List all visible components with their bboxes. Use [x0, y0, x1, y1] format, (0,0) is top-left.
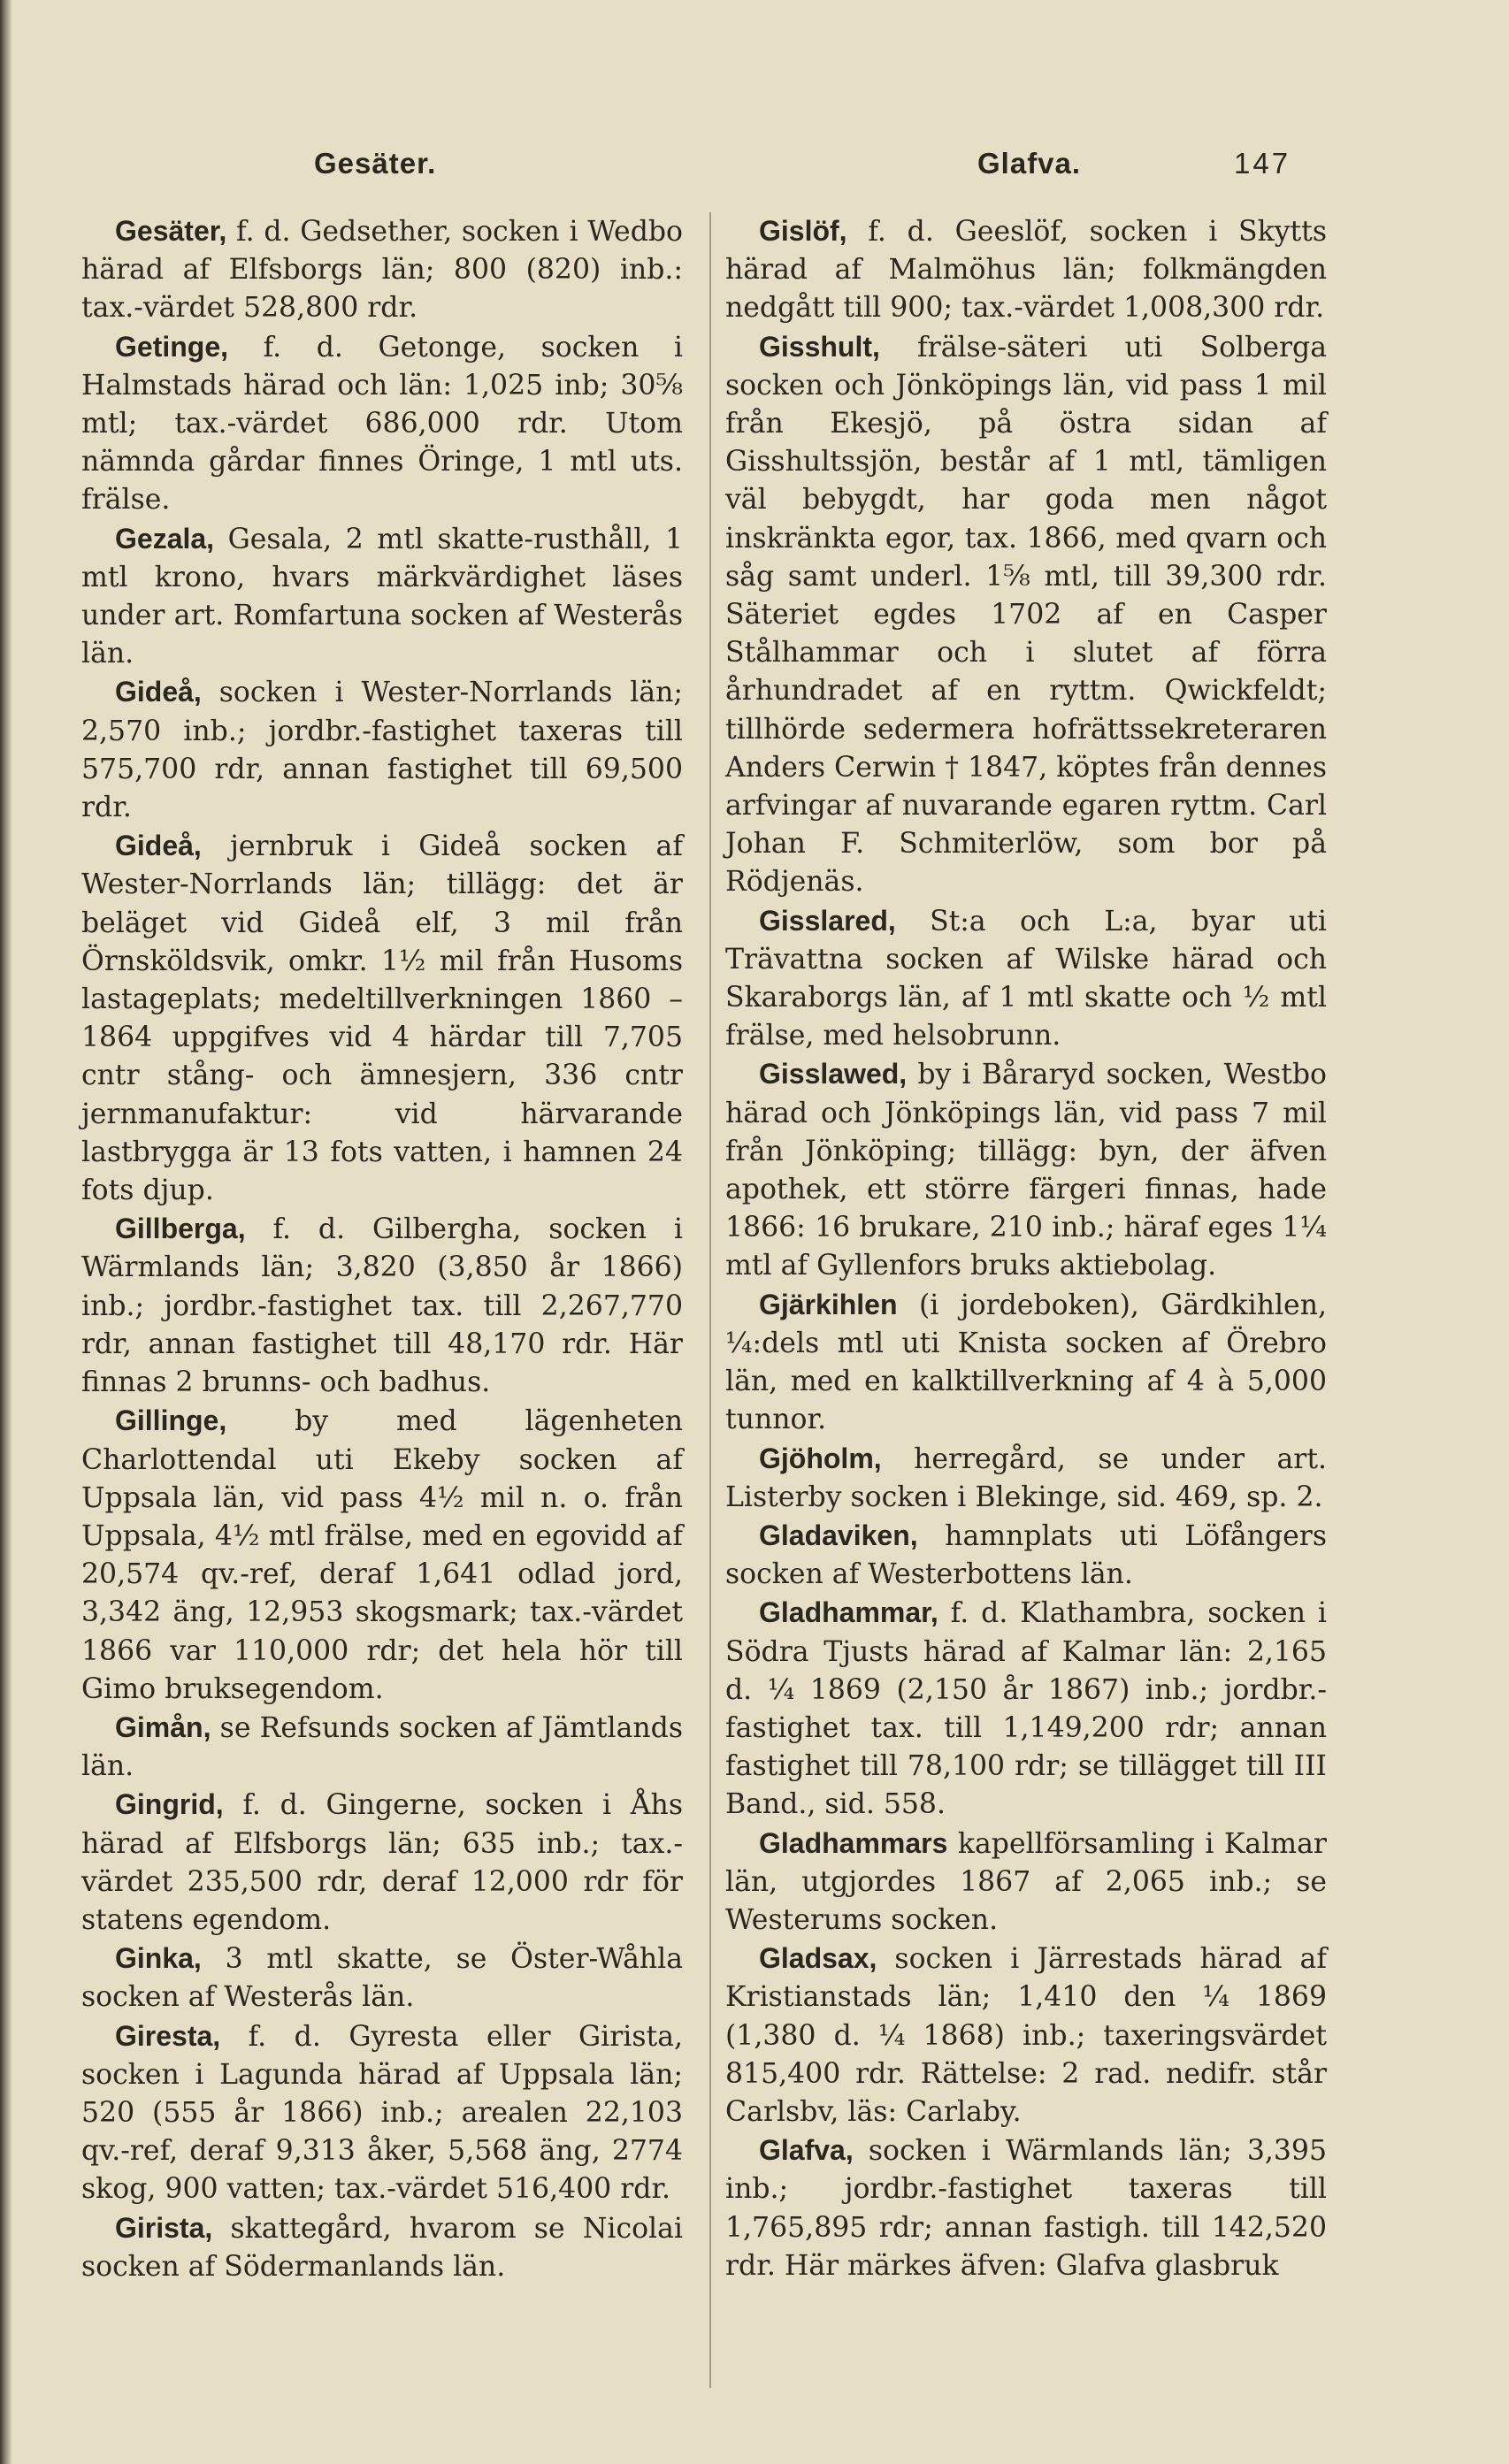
- dictionary-entry: [725, 1440, 1327, 1517]
- dictionary-entry: [81, 2209, 683, 2286]
- dictionary-entry: [725, 212, 1327, 328]
- dictionary-entry: [81, 1402, 683, 1709]
- entry-headword: Giresta,: [115, 2019, 221, 2052]
- entry-text: jernbruk i Gideå socken af Wester-Norrlands län; tillägg: det är beläget vid Gideå elf, 3 mil från Örnsköldsvik, omkr. 1½ mil från Husoms lastageplats; medeltillverkningen 1860 –1864 uppgifves vid 4 härdar till 7,705 cntr stång- och ämnesjern, 336 cntr jernmanufaktur: vid härvarande lastbrygga är 13 fots vatten, i hamnen 24 fots djup.: [81, 830, 683, 1207]
- dictionary-entry: [81, 1940, 683, 2016]
- dictionary-entry: [725, 1940, 1327, 2131]
- dictionary-entry: [81, 827, 683, 1210]
- entry-text: socken i Järrestads härad af Kristianstads län; 1,410 den ¼ 1869 (1,380 d. ¼ 1868) inb.; taxeringsvärdet 815,400 rdr. Rättelse: 2 rad. nedifr. står Carlsbv, läs: Carlaby.: [725, 1943, 1327, 2128]
- entry-headword: Gideå,: [115, 676, 202, 708]
- dictionary-entry: [81, 2017, 683, 2209]
- entry-headword: Gillinge,: [115, 1404, 227, 1437]
- entry-text: herregård, se under art. Listerby socken i Blekinge, sid. 469, sp. 2.: [725, 1442, 1327, 1513]
- entry-headword: Gisslawed,: [759, 1058, 908, 1090]
- entry-text: f. d. Gyresta eller Girista, socken i Lagunda härad af Uppsala län; 520 (555 år 1866) inb.; arealen 22,103 qv.-ref, deraf 9,313 åker, 5,568 äng, 2774 skog, 900 vatten; tax.-värdet 516,400 rdr.: [81, 2020, 683, 2206]
- entry-text: 3 mtl skatte, se Öster-Wåhla socken af Westerås län.: [81, 1943, 683, 2014]
- entry-headword: Gillberga,: [115, 1213, 246, 1245]
- dictionary-entry: [81, 1210, 683, 1402]
- entry-headword: Gislöf,: [759, 215, 847, 247]
- entry-headword: Gladsax,: [759, 1942, 877, 1975]
- entry-headword: Gezala,: [115, 522, 215, 555]
- entry-text: by med lägenheten Charlottendal uti Ekeby socken af Uppsala län, vid pass 4½ mil n. o. från Uppsala, 4½ mtl frälse, med en egovidd af 20,574 qv.-ref, deraf 1,641 odlad jord, 3,342 äng, 12,953 skogsmark; tax.-värdet 1866 var 110,000 rdr; det hela hör till Gimo bruksegendom.: [81, 1405, 683, 1705]
- entry-text: socken i Wester-Norrlands län; 2,570 inb.; jordbr.-fastighet taxeras till 575,700 rdr, annan fastighet till 69,500 rdr.: [81, 677, 683, 824]
- entry-text: f. d. Klathambra, socken i Södra Tjusts härad af Kalmar län: 2,165 d. ¼ 1869 (2,150 år 1867) inb.; jordbr.-fastighet tax. till 1,149,200 rdr; annan fastighet till 78,100 rdr; se tillägget till III Band., sid. 558.: [725, 1597, 1327, 1821]
- entry-text: (i jordeboken), Gärdkihlen, ¼:dels mtl uti Knista socken af Örebro län, med en kalktillverkning af 4 à 5,000 tunnor.: [725, 1289, 1327, 1436]
- entry-headword: Gingrid,: [115, 1788, 224, 1821]
- dictionary-entry: [725, 1517, 1327, 1594]
- entry-headword: Gjärkihlen: [759, 1288, 898, 1320]
- column-divider: [709, 212, 711, 2388]
- entry-headword: Gisslared,: [759, 904, 896, 937]
- dictionary-entry: [81, 673, 683, 827]
- entry-text: f. d. Gedsether, socken i Wedbo härad af Elfsborgs län; 800 (820) inb.: tax.-värdet 528,800 rdr.: [81, 216, 683, 325]
- left-column: [81, 212, 683, 2286]
- dictionary-entry: [725, 2131, 1327, 2285]
- entry-text: by i Båraryd socken, Westbo härad och Jönköpings län, vid pass 7 mil från Jönköping; tillägg: byn, der äfven apothek, ett större färgeri finnas, hade 1866: 16 brukare, 210 inb.; häraf eges 1¼ mtl af Gyllenfors bruks aktiebolag.: [725, 1059, 1327, 1282]
- dictionary-entry: [725, 1055, 1327, 1285]
- entry-text: f. d. Gilbergha, socken i Wärmlands län; 3,820 (3,850 år 1866) inb.; jordbr.-fastighet tax. till 2,267,770 rdr, annan fastighet till 48,170 rdr. Här finnas 2 brunns- och badhus.: [81, 1213, 683, 1399]
- page-header: [0, 142, 1509, 195]
- entry-text: f. d. Getonge, socken i Halmstads härad och län: 1,025 inb; 30⅝ mtl; tax.-värdet 686,000 rdr. Utom nämnda gårdar finnes Öringe, 1 mtl uts. frälse.: [81, 331, 683, 517]
- entry-headword: Glafva,: [759, 2134, 854, 2167]
- entry-text: skattegård, hvarom se Nicolai socken af Södermanlands län.: [81, 2212, 683, 2283]
- dictionary-entry: [725, 328, 1327, 902]
- entry-text: kapellförsamling i Kalmar län, utgjordes 1867 af 2,065 inb.; se Westerums socken.: [725, 1827, 1327, 1936]
- entry-headword: Gisshult,: [759, 330, 880, 363]
- entry-headword: Ginka,: [115, 1942, 202, 1975]
- entry-text: Gesala, 2 mtl skatte-rusthåll, 1 mtl krono, hvars märkvärdighet läses under art. Romfartuna socken af Westerås län.: [81, 523, 683, 670]
- entry-text: se Refsunds socken af Jämtlands län.: [81, 1711, 683, 1783]
- dictionary-entry: [725, 902, 1327, 1056]
- running-head-left: Gesäter.: [314, 147, 437, 180]
- right-column: [725, 212, 1327, 2285]
- entry-headword: Gladhammars: [759, 1826, 948, 1859]
- entry-text: St:a och L:a, byar uti Trävattna socken af Wilske härad och Skaraborgs län, af 1 mtl skatte och ½ mtl frälse, med helsobrunn.: [725, 905, 1327, 1052]
- entry-text: f. d. Geeslöf, socken i Skytts härad af Malmöhus län; folkmängden nedgått till 900; tax.-värdet 1,008,300 rdr.: [725, 216, 1327, 325]
- entry-headword: Gesäter,: [115, 215, 227, 247]
- entry-text: frälse-säteri uti Solberga socken och Jönköpings län, vid pass 1 mil från Ekesjö, på östra sidan af Gisshultssjön, består af 1 mtl, tämligen väl bebygdt, har goda men något inskränkta egor, tax. 1866, med qvarn och såg samt underl. 1⅝ mtl, till 39,300 rdr. Säteriet egdes 1702 af en Casper Stålhammar och i slutet af förra århundradet af en ryttm. Qwickfeldt; tillhörde sedermera hofrättssekreteraren Anders Cerwin † 1847, köptes från dennes arfvingar af nuvarande egaren ryttm. Carl Johan F. Schmiterlöw, som bor på Rödjenäs.: [725, 331, 1327, 899]
- dictionary-entry: [81, 1709, 683, 1786]
- running-head-right: Glafva.: [977, 147, 1082, 180]
- dictionary-entry: [725, 1825, 1327, 1940]
- entry-headword: Girista,: [115, 2211, 213, 2244]
- entry-text: f. d. Gingerne, socken i Åhs härad af Elfsborgs län; 635 inb.; tax.-värdet 235,500 rdr, deraf 12,000 rdr för statens egendom.: [81, 1789, 683, 1936]
- entry-headword: Gideå,: [115, 830, 202, 862]
- entry-headword: Getinge,: [115, 330, 229, 363]
- entry-headword: Gladhammar,: [759, 1596, 938, 1629]
- entry-text: hamnplats uti Löfångers socken af Westerbottens län.: [725, 1519, 1327, 1591]
- dictionary-entry: [81, 520, 683, 674]
- entry-text: socken i Wärmlands län; 3,395 inb.; jordbr.-fastighet taxeras till 1,765,895 rdr; annan fastigh. till 142,520 rdr. Här märkes äfven: Glafva glasbruk: [725, 2135, 1327, 2282]
- dictionary-entry: [725, 1594, 1327, 1824]
- dictionary-entry: [81, 1786, 683, 1940]
- page-number: 147: [1234, 147, 1291, 180]
- scan-page-edge: [0, 0, 12, 2464]
- dictionary-entry: [81, 328, 683, 520]
- entry-headword: Gjöholm,: [759, 1442, 882, 1474]
- dictionary-entry: [81, 212, 683, 328]
- entry-headword: Gladaviken,: [759, 1519, 918, 1551]
- dictionary-entry: [725, 1286, 1327, 1440]
- entry-headword: Gimån,: [115, 1710, 211, 1743]
